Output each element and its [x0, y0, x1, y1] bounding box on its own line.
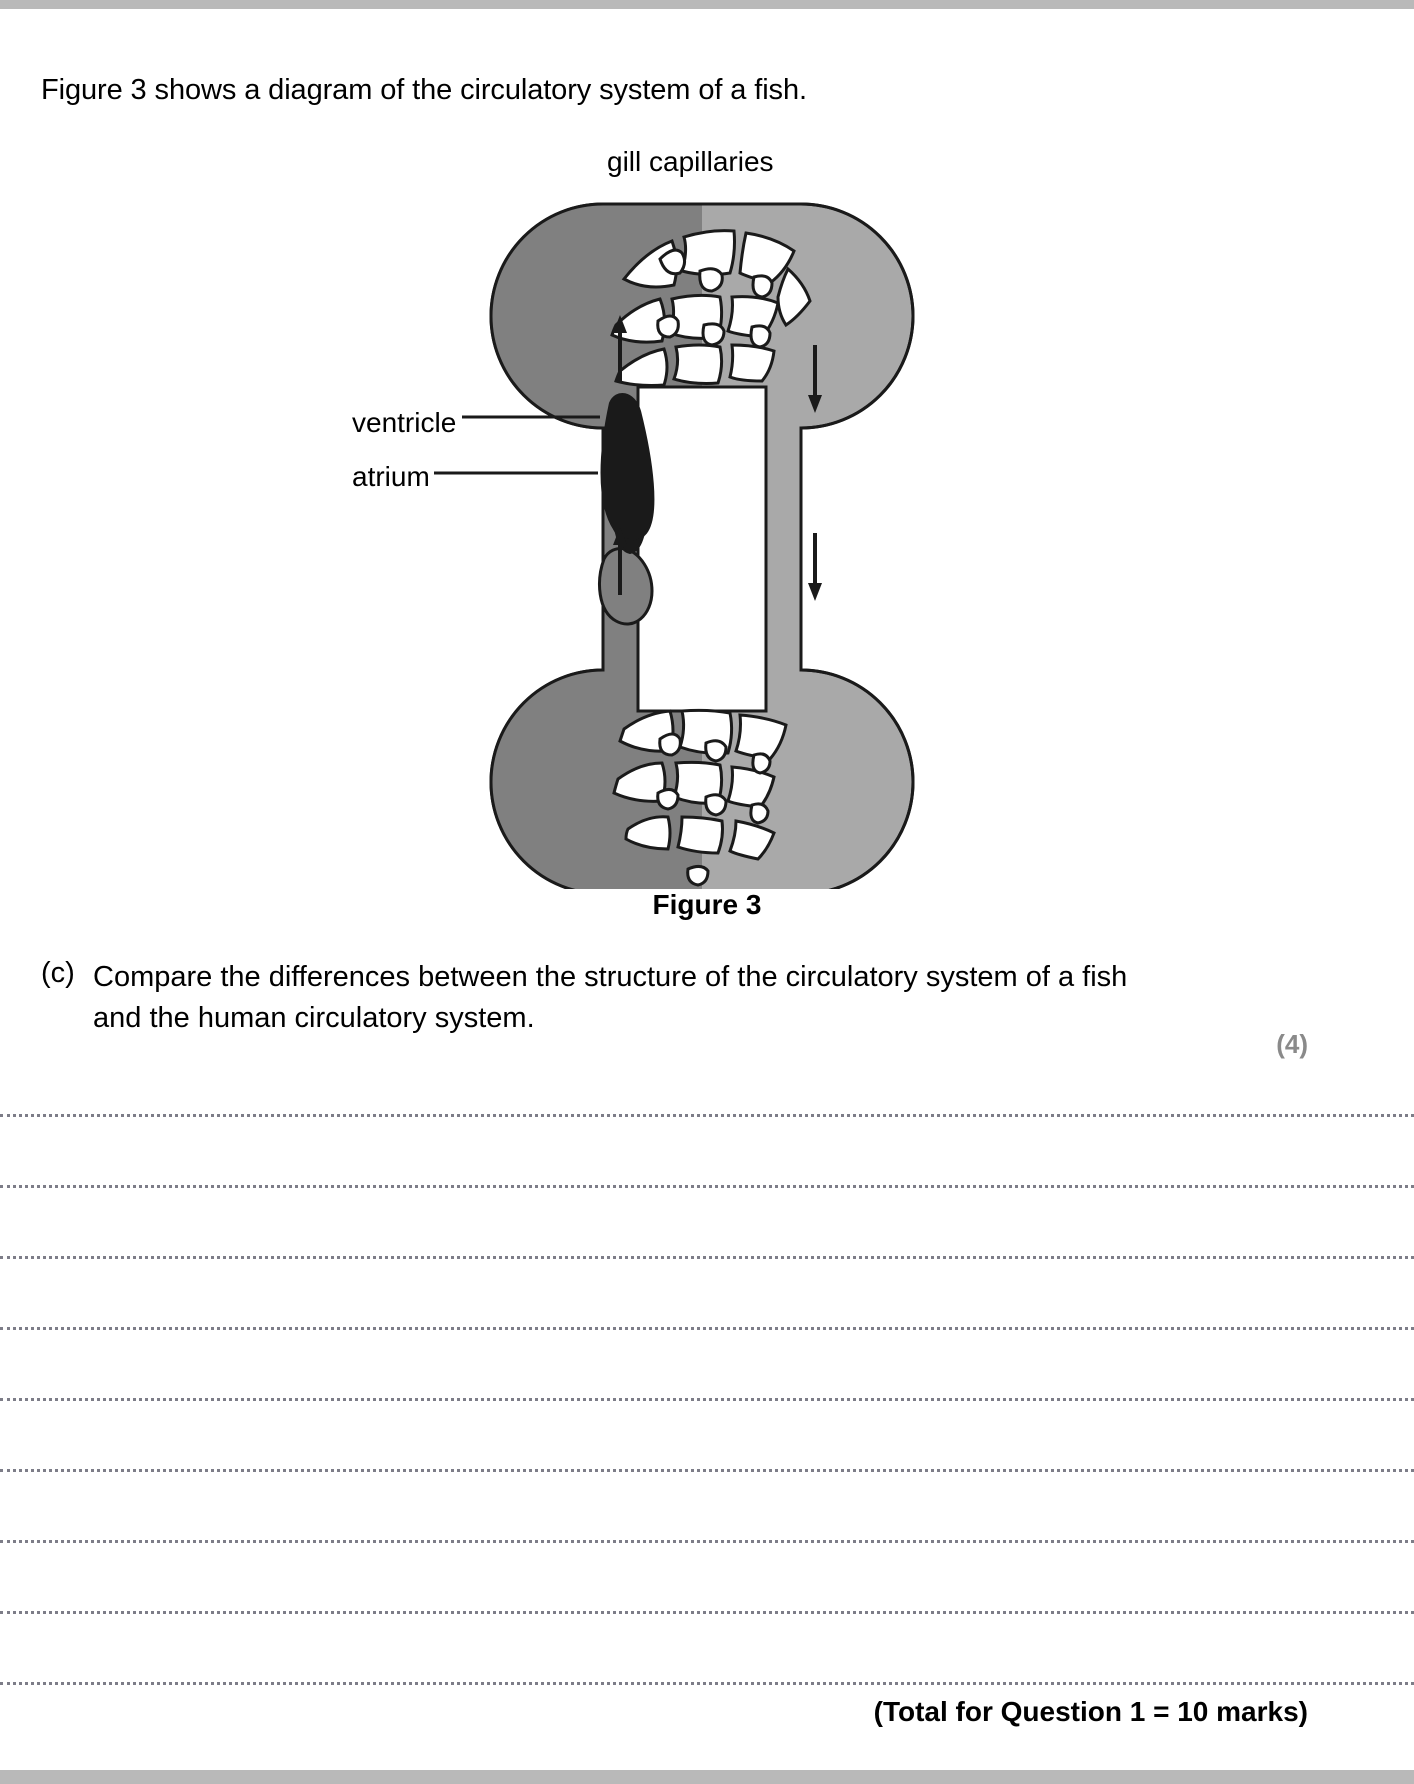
figure-caption: Figure 3 [652, 889, 762, 920]
page-body [0, 9, 1414, 1770]
answer-line[interactable] [0, 1185, 1414, 1256]
question-marks: (4) [1276, 1029, 1308, 1059]
page-bottom-edge [0, 1770, 1414, 1784]
ventricle-label: ventricle [352, 407, 457, 438]
intro-text: Figure 3 shows a diagram of the circulatory system of a fish. [41, 74, 807, 106]
answer-line[interactable] [0, 1611, 1414, 1682]
answer-line[interactable] [0, 1327, 1414, 1398]
vessel-inner-cavity [638, 387, 766, 711]
answer-line[interactable] [0, 1469, 1414, 1540]
question-text: Compare the differences between the structure of the circulatory system of a fish and the human circulatory system. [93, 961, 1128, 1034]
answer-line[interactable] [0, 1398, 1414, 1469]
flow-arrow-down-right-lower [808, 533, 822, 601]
question-letter: (c) [41, 957, 75, 989]
total-marks-footer: (Total for Question 1 = 10 marks) [873, 1696, 1308, 1727]
gill-capillaries-label: gill capillaries [607, 146, 774, 177]
circulatory-system-svg [0, 129, 1414, 889]
figure-3-diagram [0, 129, 1414, 919]
answer-line[interactable] [0, 1114, 1414, 1185]
page-top-edge [0, 0, 1414, 9]
atrium-label: atrium [352, 461, 430, 492]
answer-lines-area[interactable] [0, 1114, 1414, 1753]
answer-line[interactable] [0, 1256, 1414, 1327]
answer-line[interactable] [0, 1540, 1414, 1611]
